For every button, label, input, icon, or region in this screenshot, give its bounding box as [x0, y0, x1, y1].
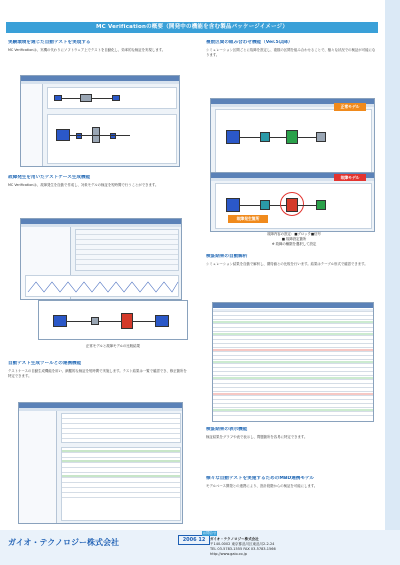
contact-link[interactable]: http://www.gaio.co.jp	[210, 552, 247, 556]
fault-highlight-circle	[280, 192, 304, 216]
section-4	[206, 40, 378, 58]
section-3-heading: 自動テスト生成ツールとの連携機能	[8, 361, 82, 366]
caption-line-1: 故障内容の設定：■ブロック■信号	[267, 232, 321, 236]
section-7-body: モデルベース開発との連携により、設計段階からの検証を可能にします。	[206, 484, 318, 488]
contact-block	[210, 537, 380, 557]
contact-line: TEL 03-5783-1555 FAX 03-5783-1566	[210, 547, 276, 551]
side-strip	[385, 0, 400, 565]
contact-line: 〒140-0002 東京都品川区東品川2-2-24	[210, 542, 275, 546]
section-2-body: MC Verificationは、故障発生を自動で作成し、対象モデルの検証を短時間で行うことができます。	[8, 183, 159, 187]
contact-tag: お問合せ	[202, 531, 217, 535]
section-7-heading: 様々な自動テストを実施するためのMBD連携モデル	[206, 476, 314, 481]
screenshot-result-table	[212, 302, 374, 422]
page-title: MC Verificationの概要（開発中の機能を含む製品パッケージイメージ）	[6, 22, 378, 33]
section-2	[8, 175, 188, 188]
section-5-body: シミュレーション結果を自動で解析し、期待値との比較を行います。結果はテーブル形式で確認できます。	[206, 262, 368, 266]
company-logo: ガイオ・テクノロジー株式会社	[8, 538, 120, 547]
waveform-graphic	[26, 276, 180, 298]
contact-line: ガイオ・テクノロジー株式会社	[210, 537, 259, 541]
label-ok-model: 正常モデル	[334, 103, 366, 111]
section-1-heading: 実験環境を通じた自動テストを実現する	[8, 40, 91, 45]
section-5	[206, 254, 378, 267]
screenshot-ng-model	[210, 172, 375, 232]
section-4-body: シミュレーション区間ごとに故障を設定し、複数の区間を組み合わせることで、様々な状況での検証が可能になります。	[206, 48, 376, 58]
caption-comparison: 正常モデルと故障モデルの比較結果	[86, 344, 140, 348]
section-1	[8, 40, 188, 53]
section-7	[206, 476, 378, 489]
section-6	[206, 427, 378, 440]
section-3	[8, 361, 188, 379]
section-3-body: テストケースの自動生成機能を用い、網羅的な検証を短時間で実施します。テスト結果は一覧で確認でき、修正箇所を特定できます。	[8, 369, 187, 379]
caption-line-2: ■ 故障設定箇所	[281, 237, 307, 241]
screenshot-test-runner	[18, 402, 183, 524]
caption-line-3: ※ 故障の種類を選択して設定	[271, 242, 317, 246]
screenshot-signal-viewer	[20, 218, 182, 300]
section-6-heading: 検証結果の表示機能	[206, 427, 248, 432]
screenshot-model-editor	[20, 75, 180, 167]
diagram-comparison	[38, 300, 188, 340]
booth-number: 2006 12	[178, 535, 210, 545]
section-1-body: MC Verificationは、実機の代わりにソフトウェア上でテストを自動化し、効率的な検証を実現します。	[8, 48, 166, 52]
section-6-body: 検証結果をグラフや表で表示し、問題箇所を容易に特定できます。	[206, 435, 308, 439]
section-2-heading: 故障発生を用いたテストケース生成機能	[8, 175, 91, 180]
caption-fault-settings	[214, 232, 374, 247]
label-ng-model: 故障モデル	[334, 174, 366, 181]
section-4-heading: 複数区間の組み合わせ機能（Ver.5以降）	[206, 40, 293, 45]
section-5-heading: 検証結果の自動解析	[206, 254, 248, 259]
label-fault-point: 故障発生箇所	[228, 215, 268, 223]
